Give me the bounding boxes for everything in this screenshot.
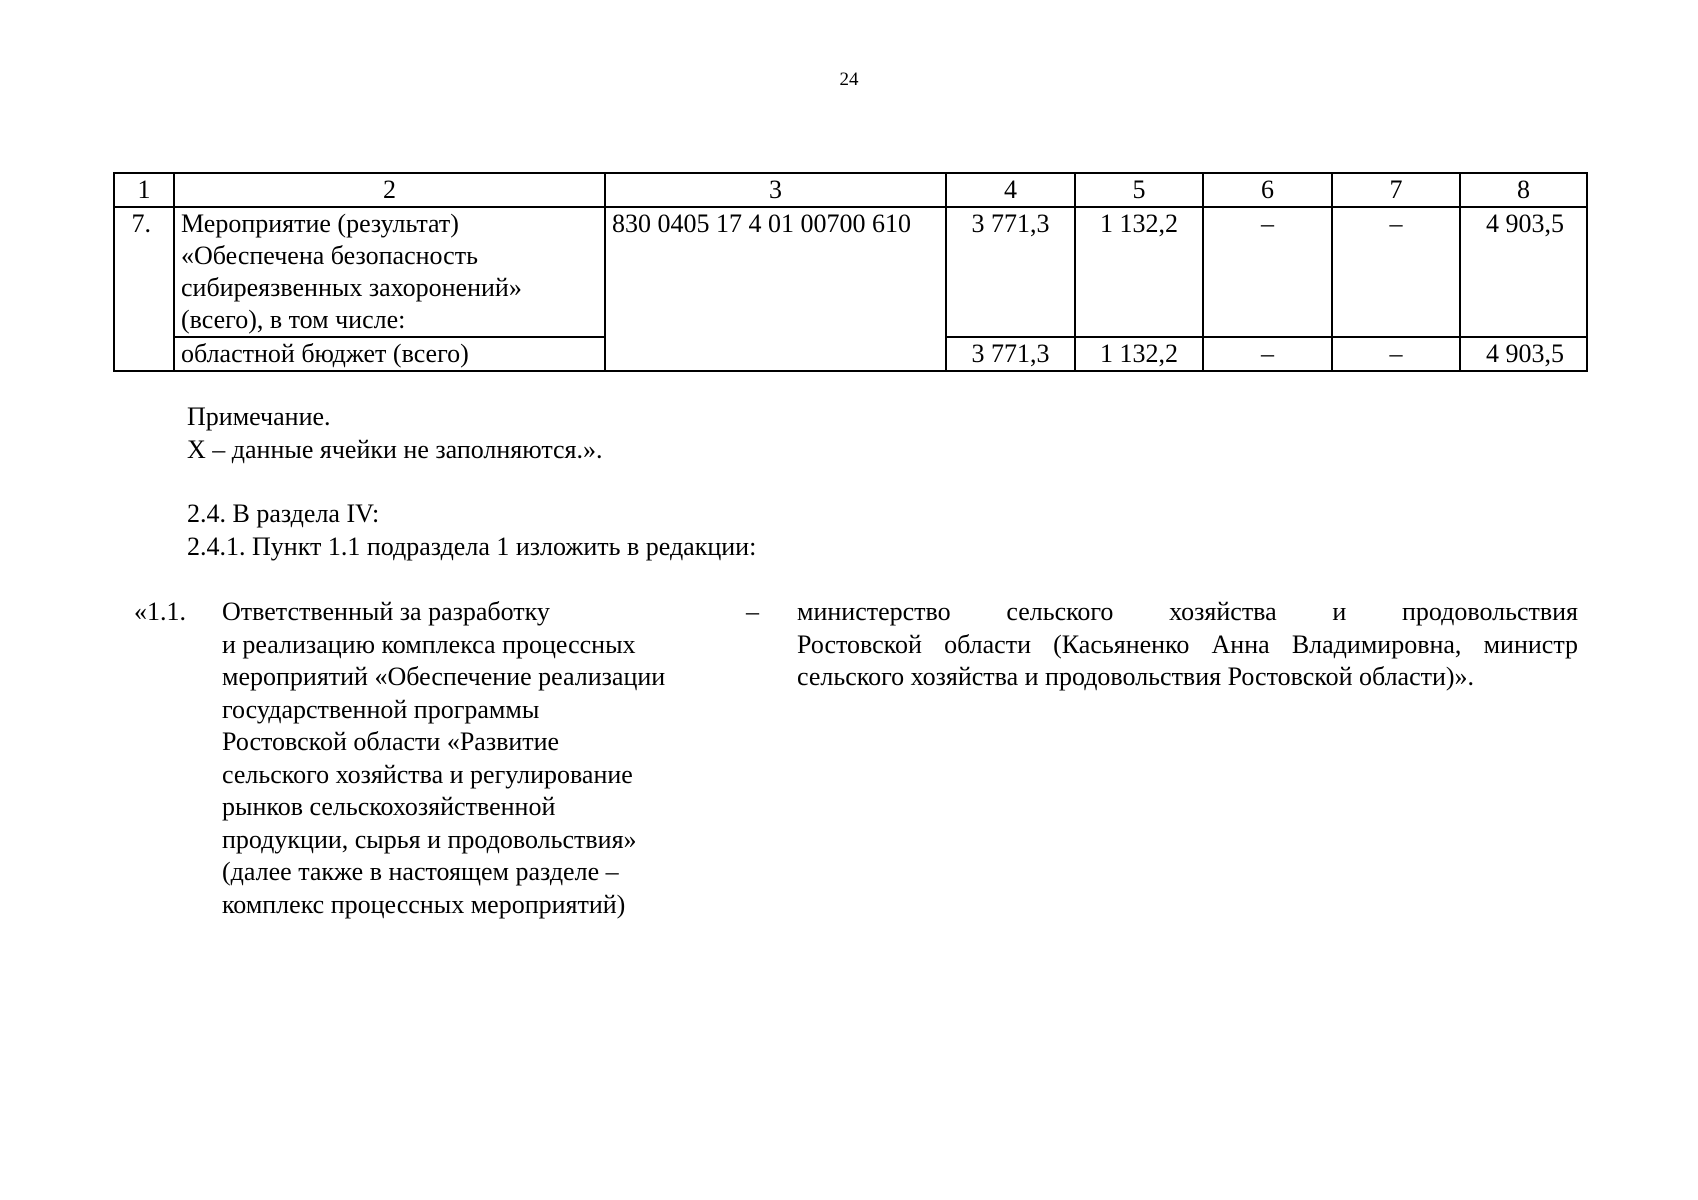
item-right-line: министерство сельского хозяйства и продовольствия (797, 597, 1578, 626)
subrow-title: областной бюджет (всего) (174, 337, 605, 371)
item-dash: – (746, 597, 759, 626)
item-left-line: мероприятий «Обеспечение реализации (222, 662, 666, 691)
table-row (114, 207, 1587, 337)
budget-table (113, 172, 1588, 372)
item-number: «1.1. (134, 597, 186, 626)
sub-value-col4: 3 771,3 (946, 337, 1075, 371)
sub-value-col8: 4 903,5 (1460, 337, 1587, 371)
item-left-line: Ответственный за разработку (222, 597, 550, 626)
header-cell: 2 (174, 173, 605, 207)
sub-value-col7: – (1332, 337, 1460, 371)
item-right-line: сельского хозяйства и продовольствия Ростовской области)». (797, 662, 1475, 691)
row-title-line: «Обеспечена безопасность (181, 241, 478, 270)
value-col6: – (1203, 207, 1332, 337)
section-line-2: 2.4.1. Пункт 1.1 подраздела 1 изложить в редакции: (187, 531, 757, 561)
sub-value-col5: 1 132,2 (1075, 337, 1203, 371)
header-cell: 8 (1460, 173, 1587, 207)
row-number: 7. (114, 207, 174, 371)
item-left-line: рынков сельскохозяйственной (222, 792, 556, 821)
item-right-line: Ростовской области (Касьяненко Анна Владимировна, министр (797, 629, 1578, 659)
value-col7: – (1332, 207, 1460, 337)
header-cell: 1 (114, 173, 174, 207)
note-heading: Примечание. (187, 402, 331, 431)
header-cell: 6 (1203, 173, 1332, 207)
header-cell: 3 (605, 173, 946, 207)
item-left-line: и реализацию комплекса процессных (222, 629, 636, 659)
note-block (187, 401, 603, 466)
value-col8: 4 903,5 (1460, 207, 1587, 337)
item-left-line: (далее также в настоящем разделе – (222, 857, 619, 886)
section-block (187, 498, 756, 563)
page-number: 24 (839, 69, 859, 90)
budget-code: 830 0405 17 4 01 00700 610 (605, 207, 946, 371)
row-title-line: (всего), в том числе: (181, 305, 406, 334)
item-left-line: Ростовской области «Развитие (222, 727, 560, 756)
header-cell: 7 (1332, 173, 1460, 207)
value-col4: 3 771,3 (946, 207, 1075, 337)
section-line-1: 2.4. В раздела IV: (187, 499, 380, 528)
item-left-line: продукции, сырья и продовольствия» (222, 824, 637, 854)
header-cell: 5 (1075, 173, 1203, 207)
header-cell: 4 (946, 173, 1075, 207)
value-col5: 1 132,2 (1075, 207, 1203, 337)
note-text: Х – данные ячейки не заполняются.». (187, 434, 603, 464)
item-left-line: сельского хозяйства и регулирование (222, 759, 633, 789)
row-title-line: Мероприятие (результат) (181, 209, 459, 238)
row-title-line: сибиреязвенных захоронений» (181, 273, 522, 302)
sub-value-col6: – (1203, 337, 1332, 371)
item-responsible-value (797, 596, 1578, 694)
table-header-row (114, 173, 1587, 207)
item-responsible-label (222, 596, 722, 921)
item-left-line: государственной программы (222, 694, 540, 724)
row-title (174, 207, 605, 337)
item-left-line: комплекс процессных мероприятий) (222, 889, 626, 919)
